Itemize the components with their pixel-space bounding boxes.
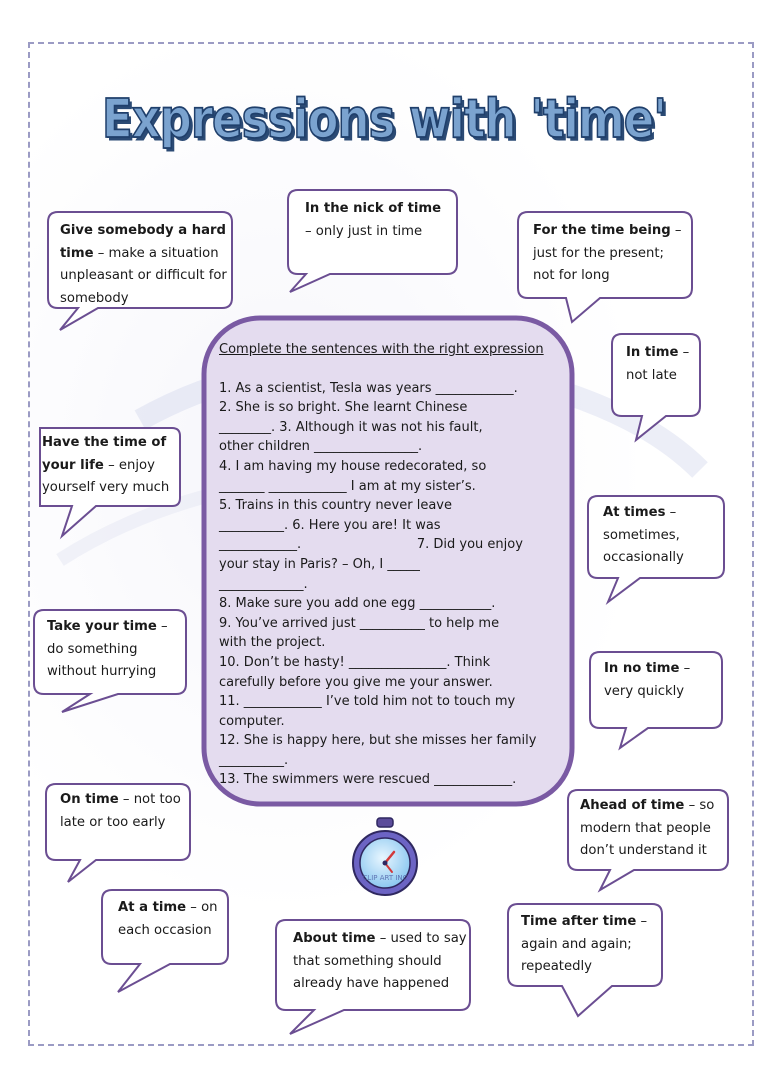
term-nick-of-time: In the nick of time [305,201,442,216]
def-time-being: just for the present; not for long [533,245,664,283]
exercise-line: carefully before you give me your answer. [219,674,493,690]
bubble-take-time: Take your time – do something without hurrying [47,619,168,679]
bubble-ahead-of-time: Ahead of time – so modern that people don’t understand it [580,798,715,858]
term-at-times: At times [603,505,666,520]
def-time-of-life: enjoy yourself very much [42,457,170,495]
exercise-instruction: Complete the sentences with the right expression [219,342,544,357]
def-on-time: not too late or too early [60,792,181,830]
def-about-time: used to say that something should already have happened [293,931,467,991]
term-hard-time: Give somebody a hard time [60,223,226,261]
exercise-line: 8. Make sure you add one egg ___________. [219,596,496,612]
exercise-line: _____________. [219,576,308,592]
def-in-no-time: very quickly [604,683,685,699]
term-about-time: About time [293,931,376,946]
term-on-time: On time [60,792,119,807]
exercise-line: 5. Trains in this country never leave [219,498,452,514]
def-take-time: do something without hurrying [47,641,157,679]
exercise-line: 13. The swimmers were rescued ____________. [219,772,517,788]
exercise-panel [219,340,559,790]
term-take-time: Take your time [47,619,157,634]
bubble-nick-of-time: In the nick of time – only just in time [305,201,442,239]
def-nick-of-time: only just in time [315,223,423,239]
bubble-time-of-life: Have the time of your life – enjoy yourself very much [42,435,170,495]
exercise-line: 11. ____________ I’ve told him not to touch my [219,694,516,710]
term-in-time: In time [626,345,679,360]
exercise-line: _______ ____________ I am at my sister’s. [219,478,476,494]
page-title: Expressions with 'time' [101,87,667,150]
term-time-of-life: Have the time of your life [42,435,167,473]
exercise-line: 4. I am having my house redecorated, so [219,458,487,474]
term-time-after-time: Time after time [521,914,637,929]
bubble-time-being: For the time being – just for the present; not for long [533,223,682,283]
exercise-line: computer. [219,713,285,729]
stopwatch-crown-icon [377,818,393,827]
term-in-no-time: In no time [604,661,680,676]
exercise-line: with the project. [219,635,326,651]
def-in-time: not late [626,367,677,383]
bubble-on-time: On time – not too late or too early [60,792,181,830]
def-time-after-time: again and again; repeatedly [521,936,632,974]
exercise-line: 10. Don’t be hasty! _______________. Think [219,654,491,670]
stopwatch-clipart [344,816,426,898]
def-at-a-time: on each occasion [118,900,218,938]
bubble-about-time: About time – used to say that something should already have happened [293,931,467,991]
exercise-line: 1. As a scientist, Tesla was years ____________. [219,380,518,396]
exercise-line: ________. 3. Although it was not his fault, [219,419,483,435]
bubble-time-after-time: Time after time – again and again; repeatedly [521,914,648,974]
exercise-line: other children ________________. [219,439,423,455]
bubble-at-a-time: At a time – on each occasion [118,900,218,938]
bubble-in-time: In time – not late [626,345,690,383]
term-time-being: For the time being [533,223,671,238]
clipart-watermark: CLIP ART INC [362,874,408,882]
exercise-line: your stay in Paris? – Oh, I _____ [219,556,420,572]
exercise-line: 9. You’ve arrived just __________ to help me [219,615,500,631]
bubble-hard-time: Give somebody a hard time – make a situation unpleasant or difficult for somebody [60,223,227,306]
exercise-line: 2. She is so bright. She learnt Chinese [219,400,468,416]
def-ahead-of-time: so modern that people don’t understand it [580,798,715,858]
def-at-times: sometimes, occasionally [603,527,684,565]
bubble-in-no-time: In no time – very quickly [604,661,691,699]
term-ahead-of-time: Ahead of time [580,798,685,813]
def-hard-time: make a situation unpleasant or difficult for somebody [60,245,227,306]
exercise-line: __________. [219,752,289,768]
term-at-a-time: At a time [118,900,187,915]
exercise-line: 12. She is happy here, but she misses her family [219,733,537,749]
exercise-line: __________. 6. Here you are! It was [219,517,441,533]
bubble-at-times: At times – sometimes, occasionally [603,505,684,565]
exercise-line: ____________. 7. Did you enjoy [219,537,523,553]
